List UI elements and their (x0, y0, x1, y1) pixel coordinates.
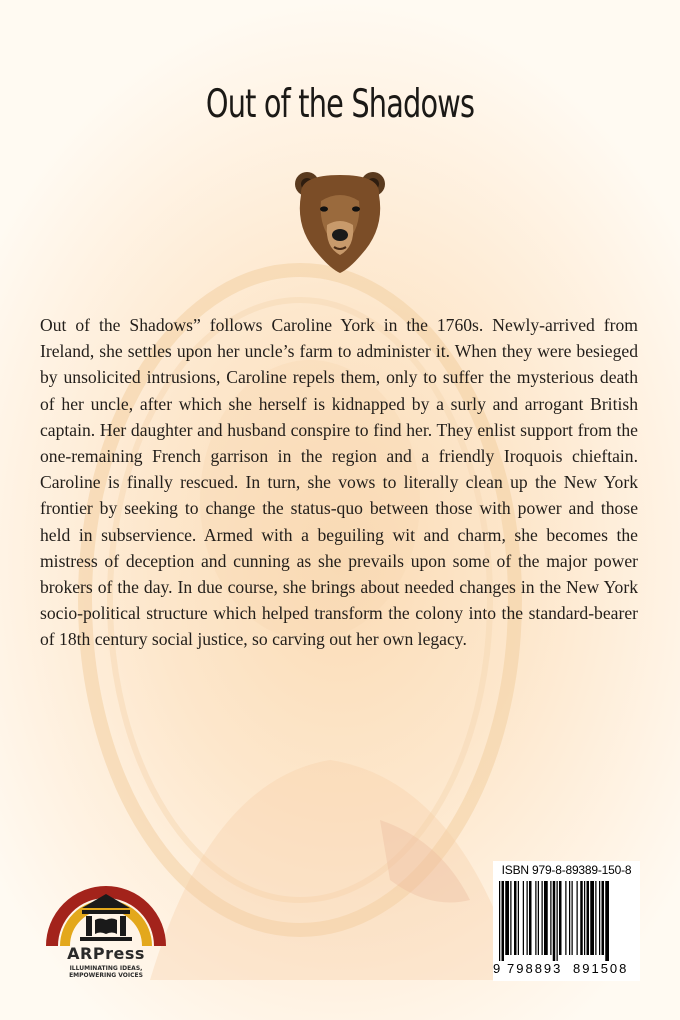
publisher-tagline (44, 965, 168, 979)
publisher-name: ARPress (67, 944, 145, 963)
publisher-tagline-line2: EMPOWERING VOICES (69, 972, 143, 979)
bear-head-icon (291, 167, 389, 275)
isbn-barcode (493, 861, 640, 981)
publisher-tagline-line1: ILLUMINATING IDEAS, (69, 965, 143, 972)
barcode-digit-group-1: 798893 (507, 961, 563, 976)
barcode-bars (499, 881, 634, 961)
book-title: Out of the Shadows (205, 82, 475, 127)
barcode-digit-first: 9 (493, 961, 501, 976)
back-cover-synopsis: Out of the Shadows” follows Caroline York in the 1760s. Newly-arrived from Ireland, she settles upon her uncle’s farm to administer it. When they were besieged by unsolicited intrusions, Caroline repels them, only to suffer the mysterious death of her uncle, after which she herself is kidnapped by a surly and arrogant British captain. Her daughter and husband conspire to find her. They enlist support from the one-remaining French garrison in the region and a friendly Iroquois chieftain. Caroline is finally rescued. In turn, she vows to literally clean up the New York frontier by seeking to change the status-quo between those with power and those held in subservience. Armed with a beguiling wit and charm, she becomes the mistress of deception and cunning as she prevails upon some of the major power brokers of the day. In due course, she brings about needed changes in the New York socio-political structure which helped transform the colony into the standard-bearer of 18th century social justice, so carving out her own legacy. (40, 315, 638, 650)
barcode-digit-group-2: 891508 (573, 961, 629, 976)
publisher-logo (44, 862, 168, 982)
isbn-label: ISBN 979-8-89389-150-8 (501, 863, 632, 877)
